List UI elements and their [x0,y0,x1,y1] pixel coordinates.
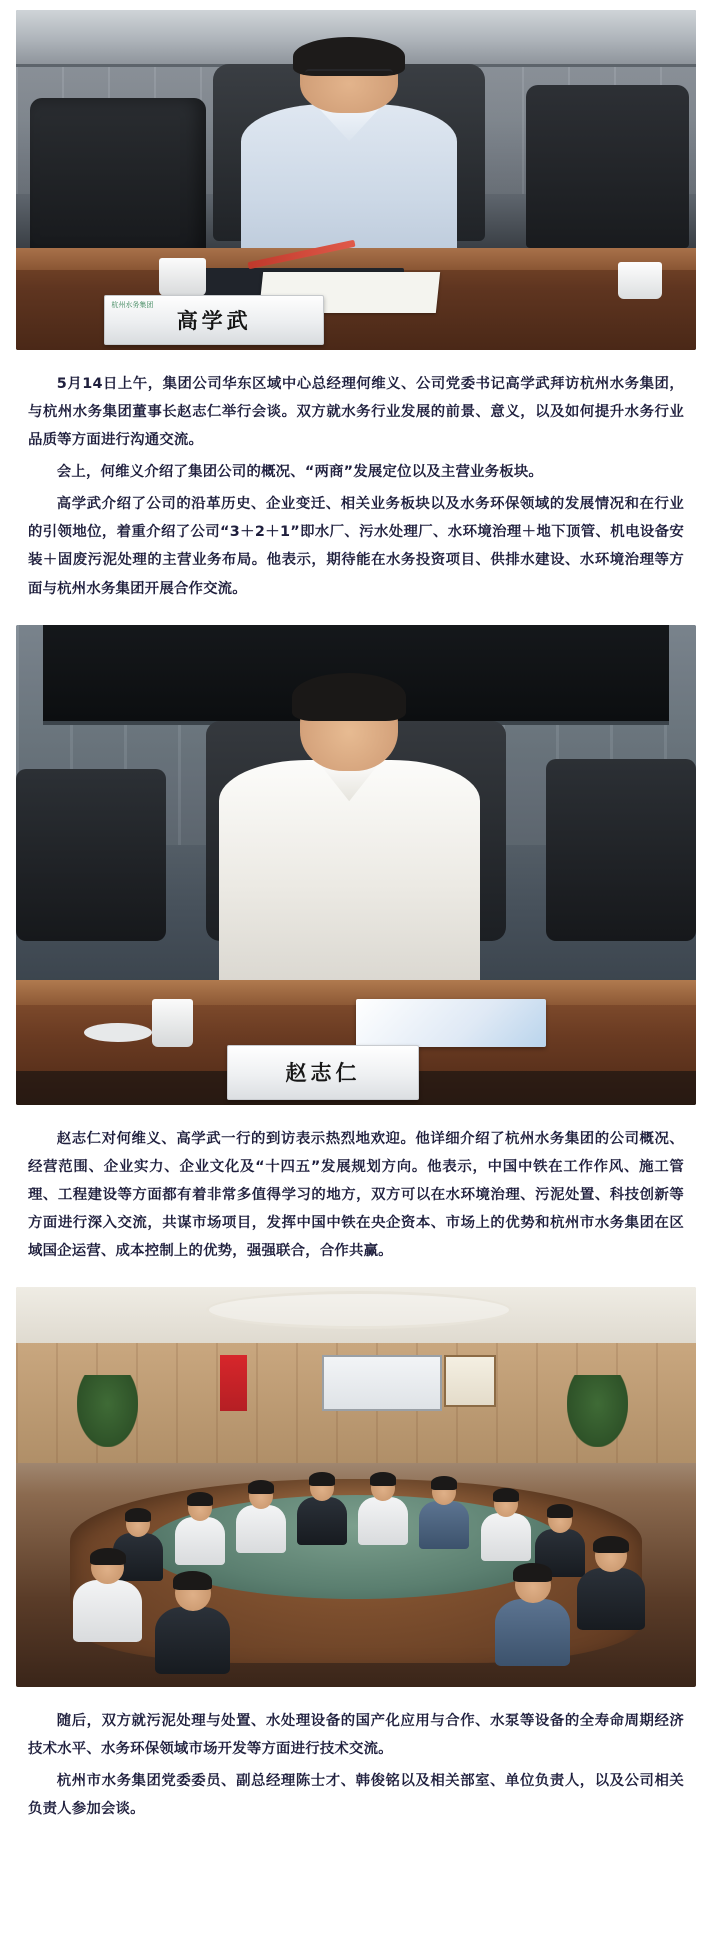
nameplate-zhao-zhiren [227,1045,419,1100]
photo1-chair-left [30,98,207,254]
photo3-ceiling-light [206,1291,511,1329]
photo2-speaker-hair [292,673,406,721]
photo3-flag [220,1355,247,1411]
photo2-document-folder [356,999,546,1047]
section-3-text [16,1697,696,1839]
photo3-attendee [356,1475,410,1543]
nameplate-gao-xuewu [104,295,324,345]
paragraph: 高学武介绍了公司的沿革历史、企业变迁、相关业务板块以及水务环保领域的发展情况和在行业的引领地位，着重介绍了公司“3＋2＋1”即水厂、污水处理厂、水环境治理＋地下顶管、机电设备安装＋固废污泥处理的主营业务布局。他表示，期待能在水务投资项目、供排水建设、水环境治理等方面与杭州水务集团开展合作交流。 [28,496,684,597]
photo2-speaker [213,682,485,980]
section-2-text [16,1115,696,1281]
photo3-attendee [234,1483,288,1551]
photo-meeting-gao-xuewu [16,10,696,350]
photo1-cup-right [618,262,662,299]
paragraph: 会上，何维义介绍了集团公司的概况、“两商”发展定位以及主营业务板块。 [56,464,544,481]
glasses-icon [305,69,393,83]
photo3-wall-calligraphy [444,1355,496,1407]
photo3-attendee [492,1567,574,1663]
photo1-table-top [16,248,696,270]
nameplate-name-text: 赵志仁 [285,1061,361,1086]
photo1-cup-left [159,258,207,295]
photo2-chair-left [16,769,166,942]
photo2-cup [152,999,193,1047]
paragraph: 杭州市水务集团党委委员、副总经理陈士才、韩俊铭以及相关部室、单位负责人，以及公司相关负责人参加会谈。 [28,1773,684,1818]
photo2-chair-right [546,759,696,941]
photo3-attendee [295,1475,349,1543]
photo3-plant-right [567,1375,628,1447]
photo-meeting-zhao-zhiren [16,625,696,1105]
photo3-attendee [478,1491,532,1559]
photo3-attendee [152,1575,234,1671]
photo-conference-room-wide [16,1287,696,1687]
paragraph: 随后，双方就污泥处理与处置、水处理设备的国产化应用与合作、水泵等设备的全寿命周期经济技术水平、水务环保领域市场开发等方面进行技术交流。 [28,1713,684,1758]
nameplate-name-text: 高学武 [176,309,252,334]
photo1-chair-right [526,85,689,248]
nameplate-logo-text: 杭州水务集团 [111,302,154,310]
photo3-attendee [574,1539,649,1627]
photo3-attendee [172,1495,226,1563]
paragraph: 赵志仁对何维义、高学武一行的到访表示热烈地欢迎。他详细介绍了杭州水务集团的公司概况、经营范围、企业实力、企业文化及“十四五”发展规划方向。他表示，中国中铁在工作作风、施工管理、工程建设等方面都有着非常多值得学习的地方，双方可以在水环境治理、污泥处置、科技创新等方面进行深入交流，共谋市场项目，发挥中国中铁在央企资本、市场上的优势和杭州市水务集团在区域国企运营、成本控制上的优势，强强联合，合作共赢。 [28,1130,684,1259]
paragraph: 5月14日上午，集团公司华东区域中心总经理何维义、公司党委书记高学武拜访杭州水务集团，与杭州水务集团董事长赵志仁举行会谈。双方就水务行业发展的前景、意义，以及如何提升水务行业品质等方面进行沟通交流。 [28,376,684,449]
photo3-attendee [70,1551,145,1639]
photo3-plant-left [77,1375,138,1447]
photo3-projection-screen [322,1355,442,1411]
photo3-attendee [417,1479,471,1547]
section-1-text [16,360,696,619]
